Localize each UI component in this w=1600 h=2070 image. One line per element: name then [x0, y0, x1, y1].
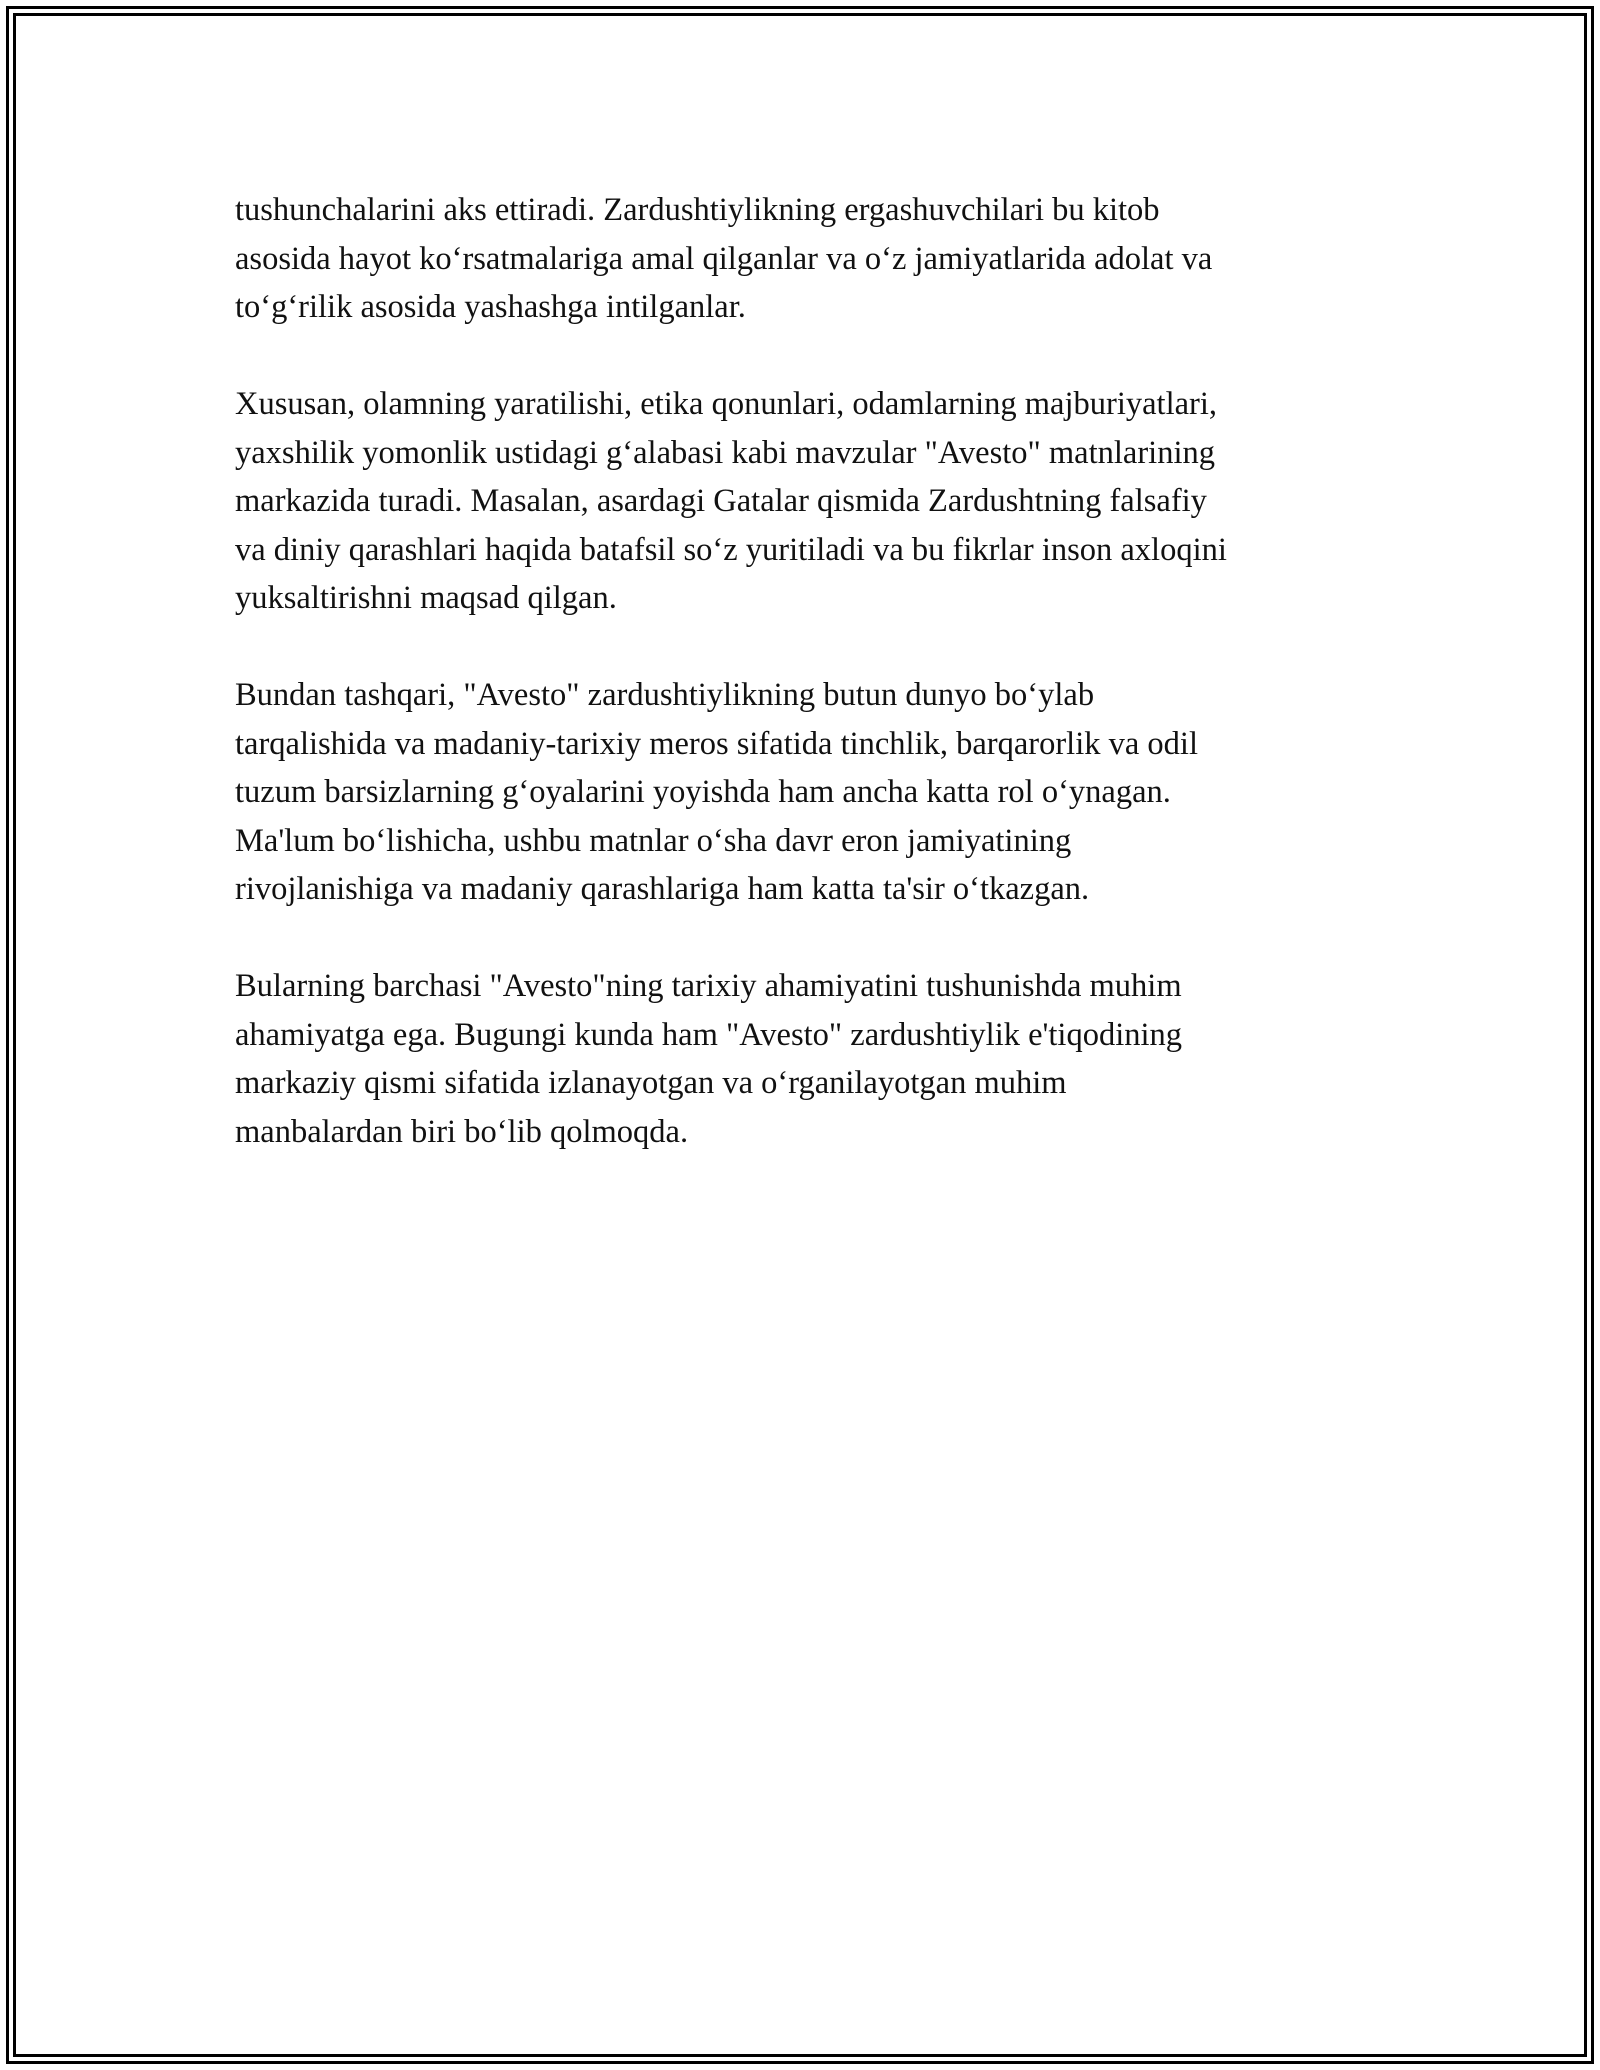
text-line: yuksaltirishni maqsad qilgan.: [235, 580, 617, 616]
text-line: tushunchalarini aks ettiradi. Zardushtiylikning ergashuvchilari bu kitob: [235, 192, 1160, 228]
text-line: Xususan, olamning yaratilishi, etika qonunlari, odamlarning majburiyatlari,: [235, 386, 1217, 422]
text-line: Bularning barchasi "Avesto"ning tarixiy ahamiyatini tushunishda muhim: [235, 968, 1182, 1004]
text-line: yaxshilik yomonlik ustidagi g‘alabasi kabi mavzular "Avesto" matnlarining: [235, 434, 1215, 471]
text-line: va diniy qarashlari haqida batafsil so‘z yuritiladi va bu fikrlar inson axloqini: [235, 531, 1227, 568]
text-line: Bundan tashqari, "Avesto" zardushtiylikning butun dunyo bo‘ylab: [235, 677, 1095, 713]
document-body: [235, 186, 1375, 1205]
text-line: ahamiyatga ega. Bugungi kunda ham "Avesto" zardushtiylik e'tiqodining: [235, 1016, 1183, 1053]
text-line: markaziy qismi sifatida izlanayotgan va o‘rganilayotgan muhim: [235, 1065, 1067, 1101]
text-line: manbalardan biri bo‘lib qolmoqda.: [235, 1113, 689, 1150]
text-line: Ma'lum bo‘lishicha, ushbu matnlar o‘sha davr eron jamiyatining: [235, 822, 1072, 859]
text-line: tuzum barsizlarning g‘oyalarini yoyishda ham ancha katta rol o‘ynagan.: [235, 774, 1171, 810]
paragraph-4: [235, 962, 1375, 1156]
text-line: to‘g‘rilik asosida yashashga intilganlar.: [235, 289, 746, 325]
paragraph-2: [235, 380, 1375, 623]
paragraph-1: [235, 186, 1375, 332]
text-line: tarqalishida va madaniy-tarixiy meros sifatida tinchlik, barqarorlik va odil: [235, 725, 1198, 762]
text-line: asosida hayot ko‘rsatmalariga amal qilganlar va o‘z jamiyatlarida adolat va: [235, 240, 1213, 277]
paragraph-3: [235, 671, 1375, 914]
text-line: markazida turadi. Masalan, asardagi Gatalar qismida Zardushtning falsafiy: [235, 483, 1207, 519]
text-line: rivojlanishiga va madaniy qarashlariga ham katta ta'sir o‘tkazgan.: [235, 871, 1090, 907]
